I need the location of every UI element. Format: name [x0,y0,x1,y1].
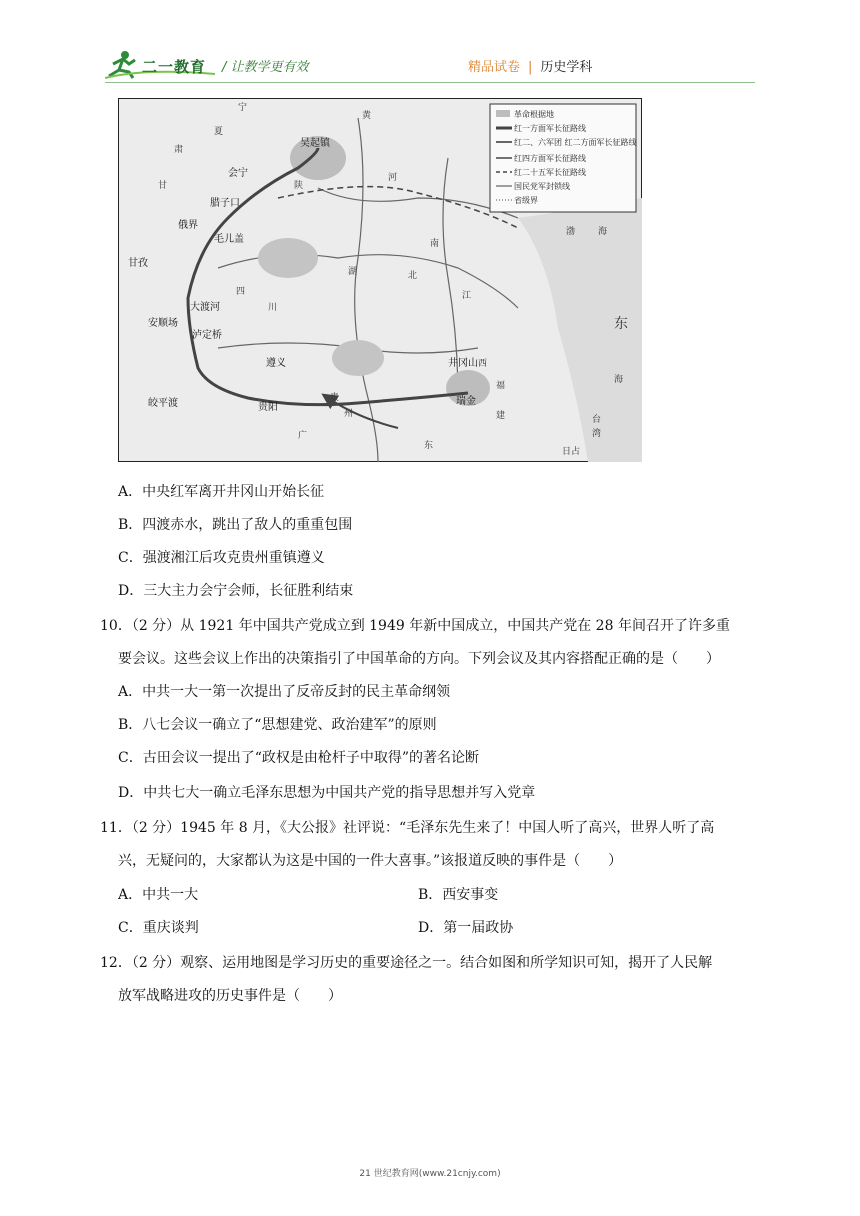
legend-item: 省级界 [514,196,538,205]
q9-option-b: B．四渡赤水，跳出了敌人的重重包围 [118,517,353,533]
q9-option-c: C．强渡湘江后攻克贵州重镇遵义 [118,550,325,566]
place-label: 皎平渡 [148,398,178,409]
province-char: 宁 [238,103,248,113]
header-subject: 历史学科 [540,60,593,75]
place-label: 腊子口 [210,198,240,209]
province-char: 海 [598,227,608,237]
q12-stem-line1: 12．（2 分）观察、运用地图是学习历史的重要途径之一。结合如图和所学知识可知，揭开了人民解 [100,955,713,971]
province-char: 东 [424,441,434,451]
province-char: 西 [478,359,488,369]
q11-stem-line2: 兴，无疑问的，大家都认为这是中国的一件大喜事。”该报道反映的事件是（ ） [118,853,623,869]
q9-option-d: D．三大主力会宁会师，长征胜利结束 [118,583,354,599]
place-label: 毛儿盖 [214,234,244,245]
province-char: 陕 [294,181,304,191]
legend-item: 革命根据地 [514,110,554,119]
header-divider [105,82,755,83]
q10-option-c: C．古田会议一提出了“政权是由枪杆子中取得”的著名论断 [118,750,480,766]
legend-item: 红一方面军长征路线 [514,124,586,133]
place-label: 甘孜 [128,258,148,269]
province-char: 江 [462,291,472,301]
q10-option-b: B．八七会议一确立了“思想建党、政治建军”的原则 [118,717,437,733]
q11-stem-line1: 11．（2 分）1945 年 8 月，《大公报》社评说：“毛泽东先生来了！中国人听了高兴，世界人听了高 [100,820,715,836]
legend-item: 红四方面军长征路线 [514,154,586,163]
legend-item: 红二、六军团 红二方面军长征路线 [514,138,637,147]
place-label: 安顺场 [148,318,178,329]
q11-option-c: C．重庆谈判 [118,920,199,936]
header-separator: | [528,60,533,75]
province-char: 海 [614,375,624,385]
province-char: 河 [388,173,398,183]
q11-option-d: D．第一届政协 [418,920,514,936]
legend-item: 国民党军封锁线 [514,182,570,191]
slogan: / 让教学更有效 [222,60,309,75]
province-char: 四 [236,287,246,297]
q11-option-b: B．西安事变 [418,887,499,903]
province-char: 北 [408,271,418,281]
page-header [0,0,860,90]
q10-stem-line2: 要会议。这些会议上作出的决策指引了中国革命的方向。下列会议及其内容搭配正确的是（ ） [118,651,720,667]
place-label: 遵义 [266,358,286,369]
header-category: 精品试卷 [468,60,521,75]
place-label: 大渡河 [190,302,220,313]
province-char: 台 [592,415,602,425]
q9-option-a: A．中央红军离开井冈山开始长征 [118,484,325,500]
q10-option-d: D．中共七大一确立毛泽东思想为中国共产党的指导思想并写入党章 [118,785,536,801]
q11-option-a: A．中共一大 [118,887,199,903]
place-label: 贵阳 [258,402,278,413]
province-char: 福 [496,381,506,391]
province-char: 广 [298,431,308,441]
province-char: 黄 [362,111,372,121]
province-char: 东 [614,316,628,332]
province-char: 州 [344,409,354,419]
q12-stem-line2: 放军战略进攻的历史事件是（ ） [118,988,342,1004]
province-char: 日占 [562,447,581,457]
place-label: 俄界 [178,220,198,231]
legend-swatch-base [496,110,510,117]
province-char: 川 [268,303,278,313]
place-label: 会宁 [228,168,248,179]
province-char: 南 [430,239,440,249]
logo-text: 二一教育 [142,58,207,76]
province-char: 湖 [348,267,358,277]
province-char: 夏 [214,127,224,137]
q10-stem-line1: 10．（2 分）从 1921 年中国共产党成立到 1949 年新中国成立，中国共产党在 28 年间召开了许多重 [100,618,730,634]
place-label: 泸定桥 [192,330,222,341]
header-right [468,56,592,75]
place-label: 井冈山 [448,358,478,369]
province-char: 肃 [174,145,184,155]
province-char: 湾 [592,429,602,439]
place-label: 瑞金 [456,396,476,407]
page-footer: 21 世纪教育网(www.21cnjy.com) [359,1169,501,1179]
province-char: 贵 [330,393,340,403]
legend-item: 红二十五军长征路线 [514,168,586,177]
long-march-map [118,98,642,462]
province-char: 渤 [566,227,576,237]
q10-option-a: A．中共一大一第一次提出了反帝反封的民主革命纲领 [118,684,451,700]
province-char: 甘 [158,181,168,191]
place-label: 吴起镇 [300,138,330,149]
province-char: 建 [496,411,506,421]
